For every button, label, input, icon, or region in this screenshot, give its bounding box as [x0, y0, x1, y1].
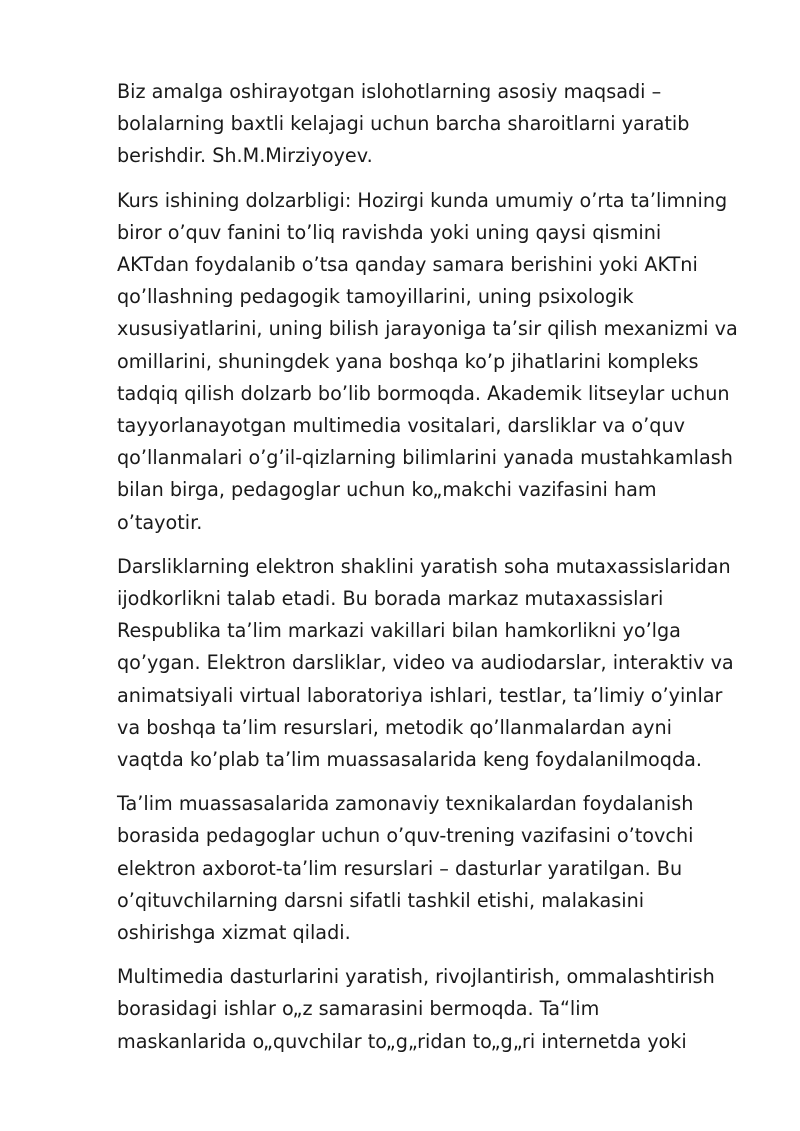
- paragraph-electronic-textbooks: Darsliklarning elektron shaklini yaratish soha mutaxassislaridan ijodkorlikni talab etadi. Bu borada markaz mutaxassislari Respublika ta’lim markazi vakillari bilan hamkorlikni yo’lga qo’ygan. Elektron darsliklar, video va audiodarslar, interaktiv va animatsiyali virtual laboratoriya ishlari, testlar, ta’limiy o’yinlar va boshqa ta’lim resurslari, metodik qo’llanmalardan ayni vaqtda ko’plab ta’lim muassasalarida keng foydalanilmoqda.: [117, 554, 734, 772]
- paragraph-multimedia-programs: Multimedia dasturlarini yaratish, rivojlantirish, ommalashtirish borasidagi ishlar o„z samarasini bermoqda. Ta“lim maskanlarida o„quvchilar to„g„ridan to„g„ri internetda yoki: [117, 965, 715, 1053]
- paragraph-educational-resources: Ta’lim muassasalarida zamonaviy texnikalardan foydalanish borasida pedagoglar uchun o’quv-trening vazifasini o’tovchi elektron axborot-ta’lim resurslari – dasturlar yaratilgan. Bu o’qituvchilarning darsni sifatli tashkil etishi, malakasini oshirishga xizmat qiladi.: [117, 792, 694, 945]
- paragraph-epigraph: Biz amalga oshirayotgan islohotlarning asosiy maqsadi – bolalarning baxtli kelajagi uchun barcha sharoitlarni yaratib berishdir. Sh.M.Mirziyoyev.: [117, 80, 690, 168]
- paragraph-relevance: Kurs ishining dolzarbligi: Hozirgi kunda umumiy o’rta ta’limning biror o’quv fanini to’liq ravishda yoki uning qaysi qismini AKTdan foydalanib o’tsa qanday samara berishini yoki AKTni qo’llashning pedagogik tamoyillarini, uning psixologik xususiyatlarini, uning bilish jarayoniga ta’sir qilish mexanizmi va omillarini, shuningdek yana boshqa ko’p jihatlarini kompleks tadqiq qilish dolzarb bo’lib bormoqda. Akademik litseylar uchun tayyorlanayotgan multimedia vositalari, darsliklar va o’quv qo’llanmalari o’g’il-qizlarning bilimlarini yanada mustahkamlash bilan birga, pedagoglar uchun ko„makchi vazifasini ham o’tayotir.: [117, 188, 738, 534]
- document-page: [117, 76, 757, 1070]
